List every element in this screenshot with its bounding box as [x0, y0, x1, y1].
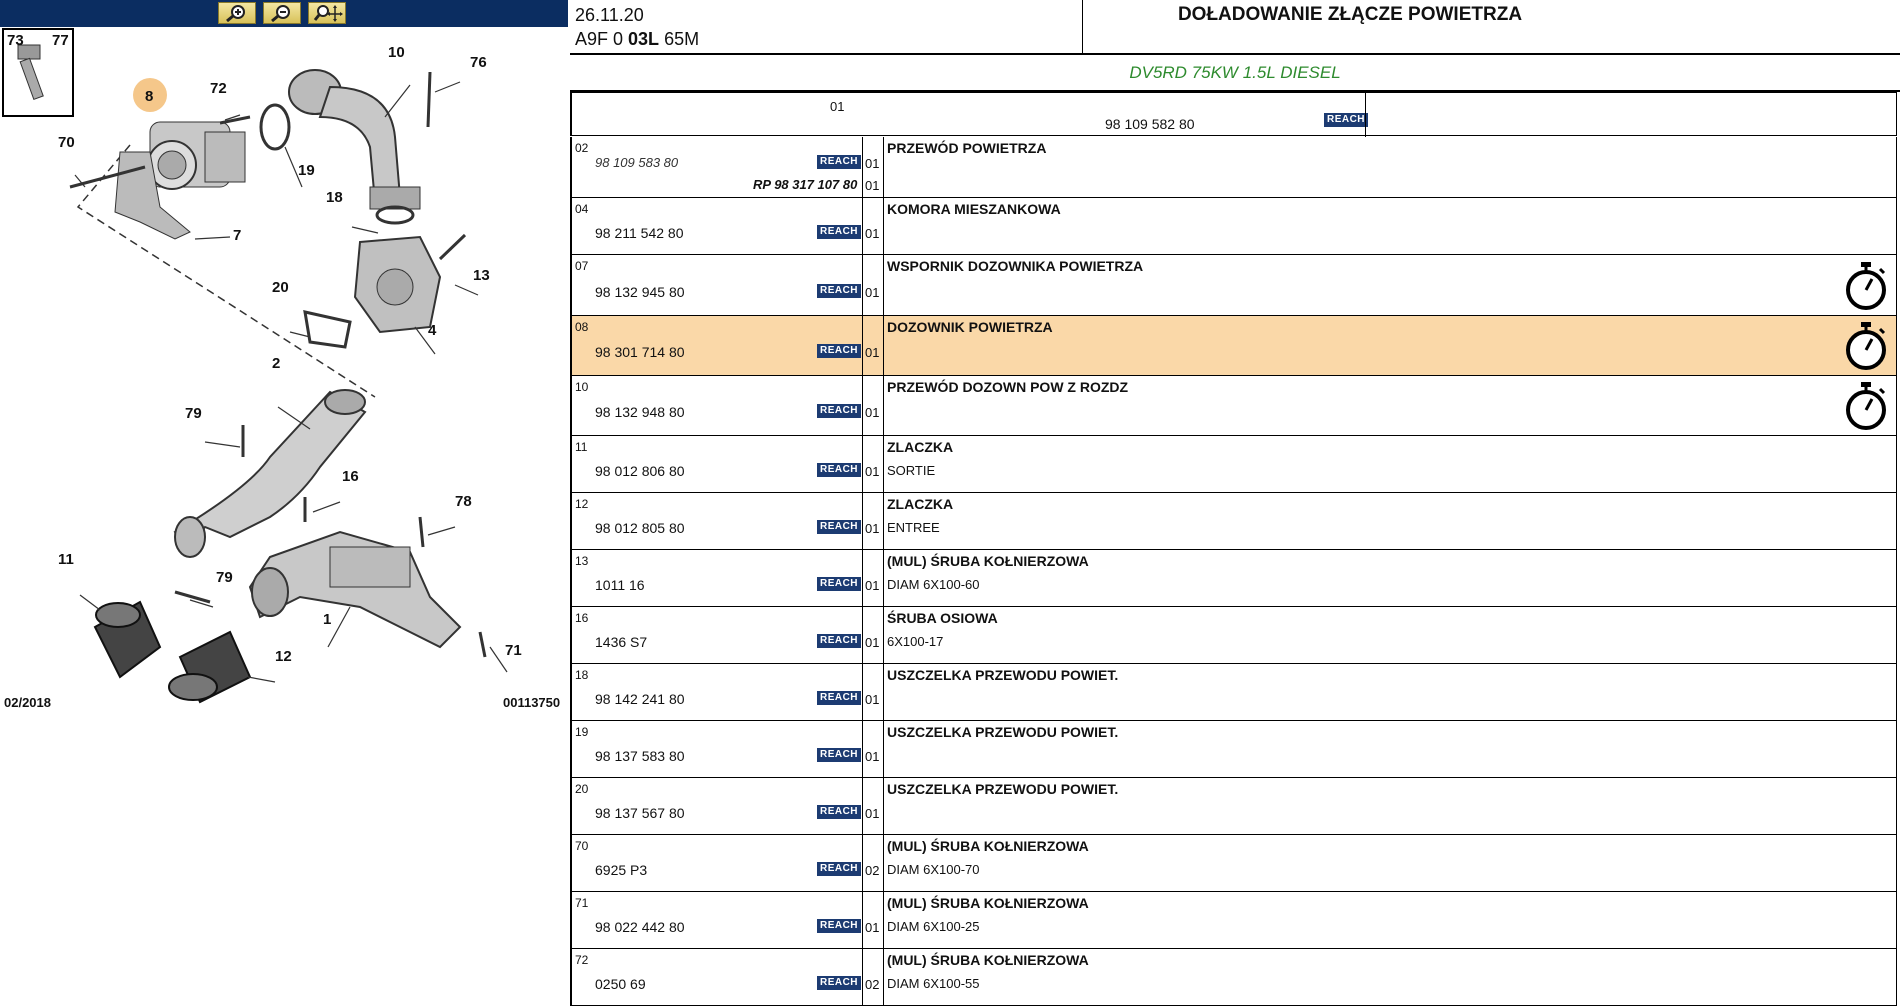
parts-row[interactable]: [570, 255, 1897, 316]
callout-8: 8: [145, 88, 154, 105]
header-code-prefix: A9F 0: [575, 29, 629, 49]
callout-73: 73: [7, 32, 24, 49]
reach-badge: REACH: [817, 976, 861, 990]
part-description: PRZEWÓD POWIETRZA: [887, 140, 1047, 156]
part-number[interactable]: 1011 16: [595, 577, 645, 593]
parts-row-01[interactable]: [570, 92, 1897, 136]
part-number[interactable]: 98 301 714 80: [595, 344, 685, 360]
reach-badge: REACH: [1324, 113, 1368, 127]
row-index: 72: [575, 953, 589, 967]
reach-badge: REACH: [817, 634, 861, 648]
column-divider: [883, 721, 884, 777]
column-divider: [883, 137, 884, 197]
part-spec: 6X100-17: [887, 634, 944, 649]
column-divider: [862, 493, 863, 549]
page-title: DOŁADOWANIE ZŁĄCZE POWIETRZA: [1177, 4, 1523, 25]
stopwatch-icon[interactable]: [1844, 381, 1888, 431]
part-spec: DIAM 6X100-70: [887, 862, 980, 877]
quantity: 01: [865, 226, 880, 241]
air-pipe-2-part: [175, 390, 365, 557]
quantity: 01: [865, 692, 880, 707]
column-divider: [883, 255, 884, 315]
part-description: ŚRUBA OSIOWA: [887, 610, 998, 626]
column-divider: [862, 198, 863, 254]
header-code-bold: 03L: [628, 29, 660, 49]
zoom-in-button[interactable]: [218, 2, 256, 24]
bolt-72: [220, 117, 250, 123]
column-divider: [883, 493, 884, 549]
callout-78: 78: [455, 493, 472, 510]
parts-row[interactable]: [570, 949, 1897, 1006]
part-number[interactable]: 98 132 948 80: [595, 404, 685, 420]
zoom-in-icon: [223, 4, 251, 22]
part-spec: DIAM 6X100-60: [887, 577, 980, 592]
alternate-part-number[interactable]: RP 98 317 107 80: [753, 177, 858, 192]
part-description: ZLACZKA: [887, 439, 954, 455]
column-divider: [883, 436, 884, 492]
callout-12: 12: [275, 648, 292, 665]
gasket-19: [261, 105, 289, 149]
row-index: 04: [575, 202, 589, 216]
column-divider: [883, 664, 884, 720]
part-number[interactable]: 98 137 583 80: [595, 748, 685, 764]
quantity: 01: [865, 578, 880, 593]
part-description: (MUL) ŚRUBA KOŁNIERZOWA: [887, 952, 1089, 968]
mixing-chamber-part: [355, 237, 440, 332]
header-code: [575, 29, 699, 50]
parts-row[interactable]: [570, 607, 1897, 664]
column-divider: [862, 721, 863, 777]
callout-11: 11: [58, 551, 74, 568]
pan-zoom-icon: [313, 4, 343, 22]
parts-row[interactable]: [570, 493, 1897, 550]
parts-row[interactable]: [570, 664, 1897, 721]
row-index: 19: [575, 725, 589, 739]
column-divider: [883, 607, 884, 663]
part-number[interactable]: 0250 69: [595, 976, 646, 992]
part-number[interactable]: 98 137 567 80: [595, 805, 685, 821]
row-index: 10: [575, 380, 589, 394]
header-code-suffix: 65M: [659, 29, 700, 49]
part-number[interactable]: 98 012 806 80: [595, 463, 685, 479]
column-divider: [883, 778, 884, 834]
reach-badge: REACH: [817, 463, 861, 477]
reach-badge: REACH: [817, 691, 861, 705]
callout-19: 19: [298, 162, 315, 179]
air-pipe-part: [289, 70, 420, 209]
quantity: 01: [865, 635, 880, 650]
row-index: 12: [575, 497, 589, 511]
row-index: 20: [575, 782, 589, 796]
bolt-13: [440, 235, 465, 259]
row-index: 01: [830, 99, 845, 114]
callout-7: 7: [233, 227, 242, 244]
row-index: 18: [575, 668, 589, 682]
stopwatch-icon[interactable]: [1844, 321, 1888, 371]
part-spec: ENTREE: [887, 520, 940, 535]
row-index: 70: [575, 839, 589, 853]
callout-1: 1: [323, 611, 332, 628]
pan-zoom-button[interactable]: [308, 2, 346, 24]
alternate-quantity: 01: [865, 178, 880, 193]
part-number[interactable]: 98 132 945 80: [595, 284, 685, 300]
column-divider: [883, 550, 884, 606]
page-header: [570, 0, 1900, 55]
column-divider: [862, 607, 863, 663]
part-description: KOMORA MIESZANKOWA: [887, 201, 1061, 217]
part-description: DOZOWNIK POWIETRZA: [887, 319, 1053, 335]
quantity: 01: [865, 920, 880, 935]
stopwatch-icon[interactable]: [1844, 261, 1888, 311]
row-index: 08: [575, 320, 589, 334]
part-description: (MUL) ŚRUBA KOŁNIERZOWA: [887, 838, 1089, 854]
reach-badge: REACH: [817, 919, 861, 933]
quantity: 02: [865, 863, 880, 878]
column-divider: [883, 892, 884, 948]
part-description: USZCZELKA PRZEWODU POWIET.: [887, 724, 1119, 740]
part-number[interactable]: 6925 P3: [595, 862, 648, 878]
callout-76: 76: [470, 54, 487, 71]
parts-row[interactable]: [570, 835, 1897, 892]
quantity: 01: [865, 806, 880, 821]
part-description: (MUL) ŚRUBA KOŁNIERZOWA: [887, 895, 1089, 911]
diagram-id: 00113750: [503, 695, 561, 710]
part-number[interactable]: 98 109 582 80: [1105, 116, 1195, 132]
row-index: 11: [575, 440, 588, 454]
bolt-71: [480, 632, 485, 657]
intake-manifold-part: [250, 532, 460, 647]
column-divider: [862, 137, 863, 197]
column-divider: [883, 835, 884, 891]
quantity: 01: [865, 285, 880, 300]
column-divider: [883, 198, 884, 254]
quantity: 01: [865, 345, 880, 360]
column-divider: [862, 316, 863, 375]
reach-badge: REACH: [817, 577, 861, 591]
quantity: 01: [865, 156, 880, 171]
reach-badge: REACH: [817, 862, 861, 876]
quantity: 02: [865, 977, 880, 992]
column-divider: [862, 376, 863, 435]
part-description: (MUL) ŚRUBA KOŁNIERZOWA: [887, 553, 1089, 569]
callout-79: 79: [185, 405, 202, 422]
callout-79b: 79: [216, 569, 233, 586]
quantity: 01: [865, 521, 880, 536]
parts-row[interactable]: [570, 376, 1897, 436]
gasket-20: [305, 312, 350, 347]
column-divider: [862, 835, 863, 891]
parts-row[interactable]: [570, 137, 1897, 198]
part-spec: DIAM 6X100-25: [887, 919, 980, 934]
parts-row[interactable]: [570, 778, 1897, 835]
row-index: 13: [575, 554, 589, 568]
callout-10: 10: [388, 44, 405, 61]
column-divider: [883, 376, 884, 435]
callout-70: 70: [58, 134, 75, 151]
column-divider: [883, 316, 884, 375]
parts-row[interactable]: [570, 316, 1897, 376]
quantity: 01: [865, 749, 880, 764]
callout-18: 18: [326, 189, 343, 206]
callout-72: 72: [210, 80, 227, 97]
quantity: 01: [865, 464, 880, 479]
reach-badge: REACH: [817, 225, 861, 239]
column-divider: [862, 664, 863, 720]
part-number[interactable]: 1436 S7: [595, 634, 648, 650]
part-description: USZCZELKA PRZEWODU POWIET.: [887, 781, 1119, 797]
bolt-76: [428, 72, 430, 127]
row-index: 71: [575, 896, 589, 910]
column-divider: [1365, 93, 1366, 137]
callout-16: 16: [342, 468, 359, 485]
part-number[interactable]: 98 022 442 80: [595, 919, 685, 935]
reach-badge: REACH: [817, 155, 861, 169]
row-index: 16: [575, 611, 589, 625]
column-divider: [862, 550, 863, 606]
row-index: 02: [575, 141, 589, 155]
parts-row[interactable]: [570, 550, 1897, 607]
part-number[interactable]: 98 109 583 80: [595, 155, 679, 170]
parts-list-panel: [570, 0, 1900, 997]
zoom-out-icon: [268, 4, 296, 22]
reach-badge: REACH: [817, 748, 861, 762]
column-divider: [862, 892, 863, 948]
part-description: PRZEWÓD DOZOWN POW Z ROZDZ: [887, 379, 1129, 395]
callout-2: 2: [272, 355, 281, 372]
reach-badge: REACH: [817, 520, 861, 534]
reach-badge: REACH: [817, 404, 861, 418]
header-date: 26.11.20: [575, 5, 644, 25]
hose-11-part: [95, 602, 160, 677]
exploded-parts-diagram[interactable]: [0, 27, 568, 727]
column-divider: [862, 255, 863, 315]
part-number[interactable]: 98 142 241 80: [595, 691, 685, 707]
bolt-78: [420, 517, 423, 547]
parts-row[interactable]: [570, 721, 1897, 778]
column-divider: [862, 778, 863, 834]
callout-4: 4: [428, 322, 437, 339]
part-number[interactable]: 98 012 805 80: [595, 520, 685, 536]
callout-71: 71: [505, 642, 522, 659]
parts-row[interactable]: [570, 198, 1897, 255]
part-spec: DIAM 6X100-55: [887, 976, 980, 991]
part-description: WSPORNIK DOZOWNIKA POWIETRZA: [887, 258, 1144, 274]
parts-row[interactable]: [570, 892, 1897, 949]
hose-12-part: [169, 632, 250, 702]
quantity: 01: [865, 405, 880, 420]
callout-77: 77: [52, 32, 69, 49]
part-spec: SORTIE: [887, 463, 936, 478]
diagram-date: 02/2018: [4, 695, 51, 710]
parts-row[interactable]: [570, 436, 1897, 493]
diagram-toolbar: [0, 0, 568, 27]
part-description: USZCZELKA PRZEWODU POWIET.: [887, 667, 1119, 683]
header-divider: [1082, 0, 1083, 53]
reach-badge: REACH: [817, 344, 861, 358]
zoom-out-button[interactable]: [263, 2, 301, 24]
part-description: ZLACZKA: [887, 496, 954, 512]
reach-badge: REACH: [817, 805, 861, 819]
engine-label: DV5RD 75KW 1.5L DIESEL: [570, 55, 1900, 92]
callout-20: 20: [272, 279, 289, 296]
callout-13: 13: [473, 267, 490, 284]
part-number[interactable]: 98 211 542 80: [595, 225, 684, 241]
row-index: 07: [575, 259, 589, 273]
diagram-panel: [0, 0, 568, 997]
column-divider: [862, 436, 863, 492]
reach-badge: REACH: [817, 284, 861, 298]
